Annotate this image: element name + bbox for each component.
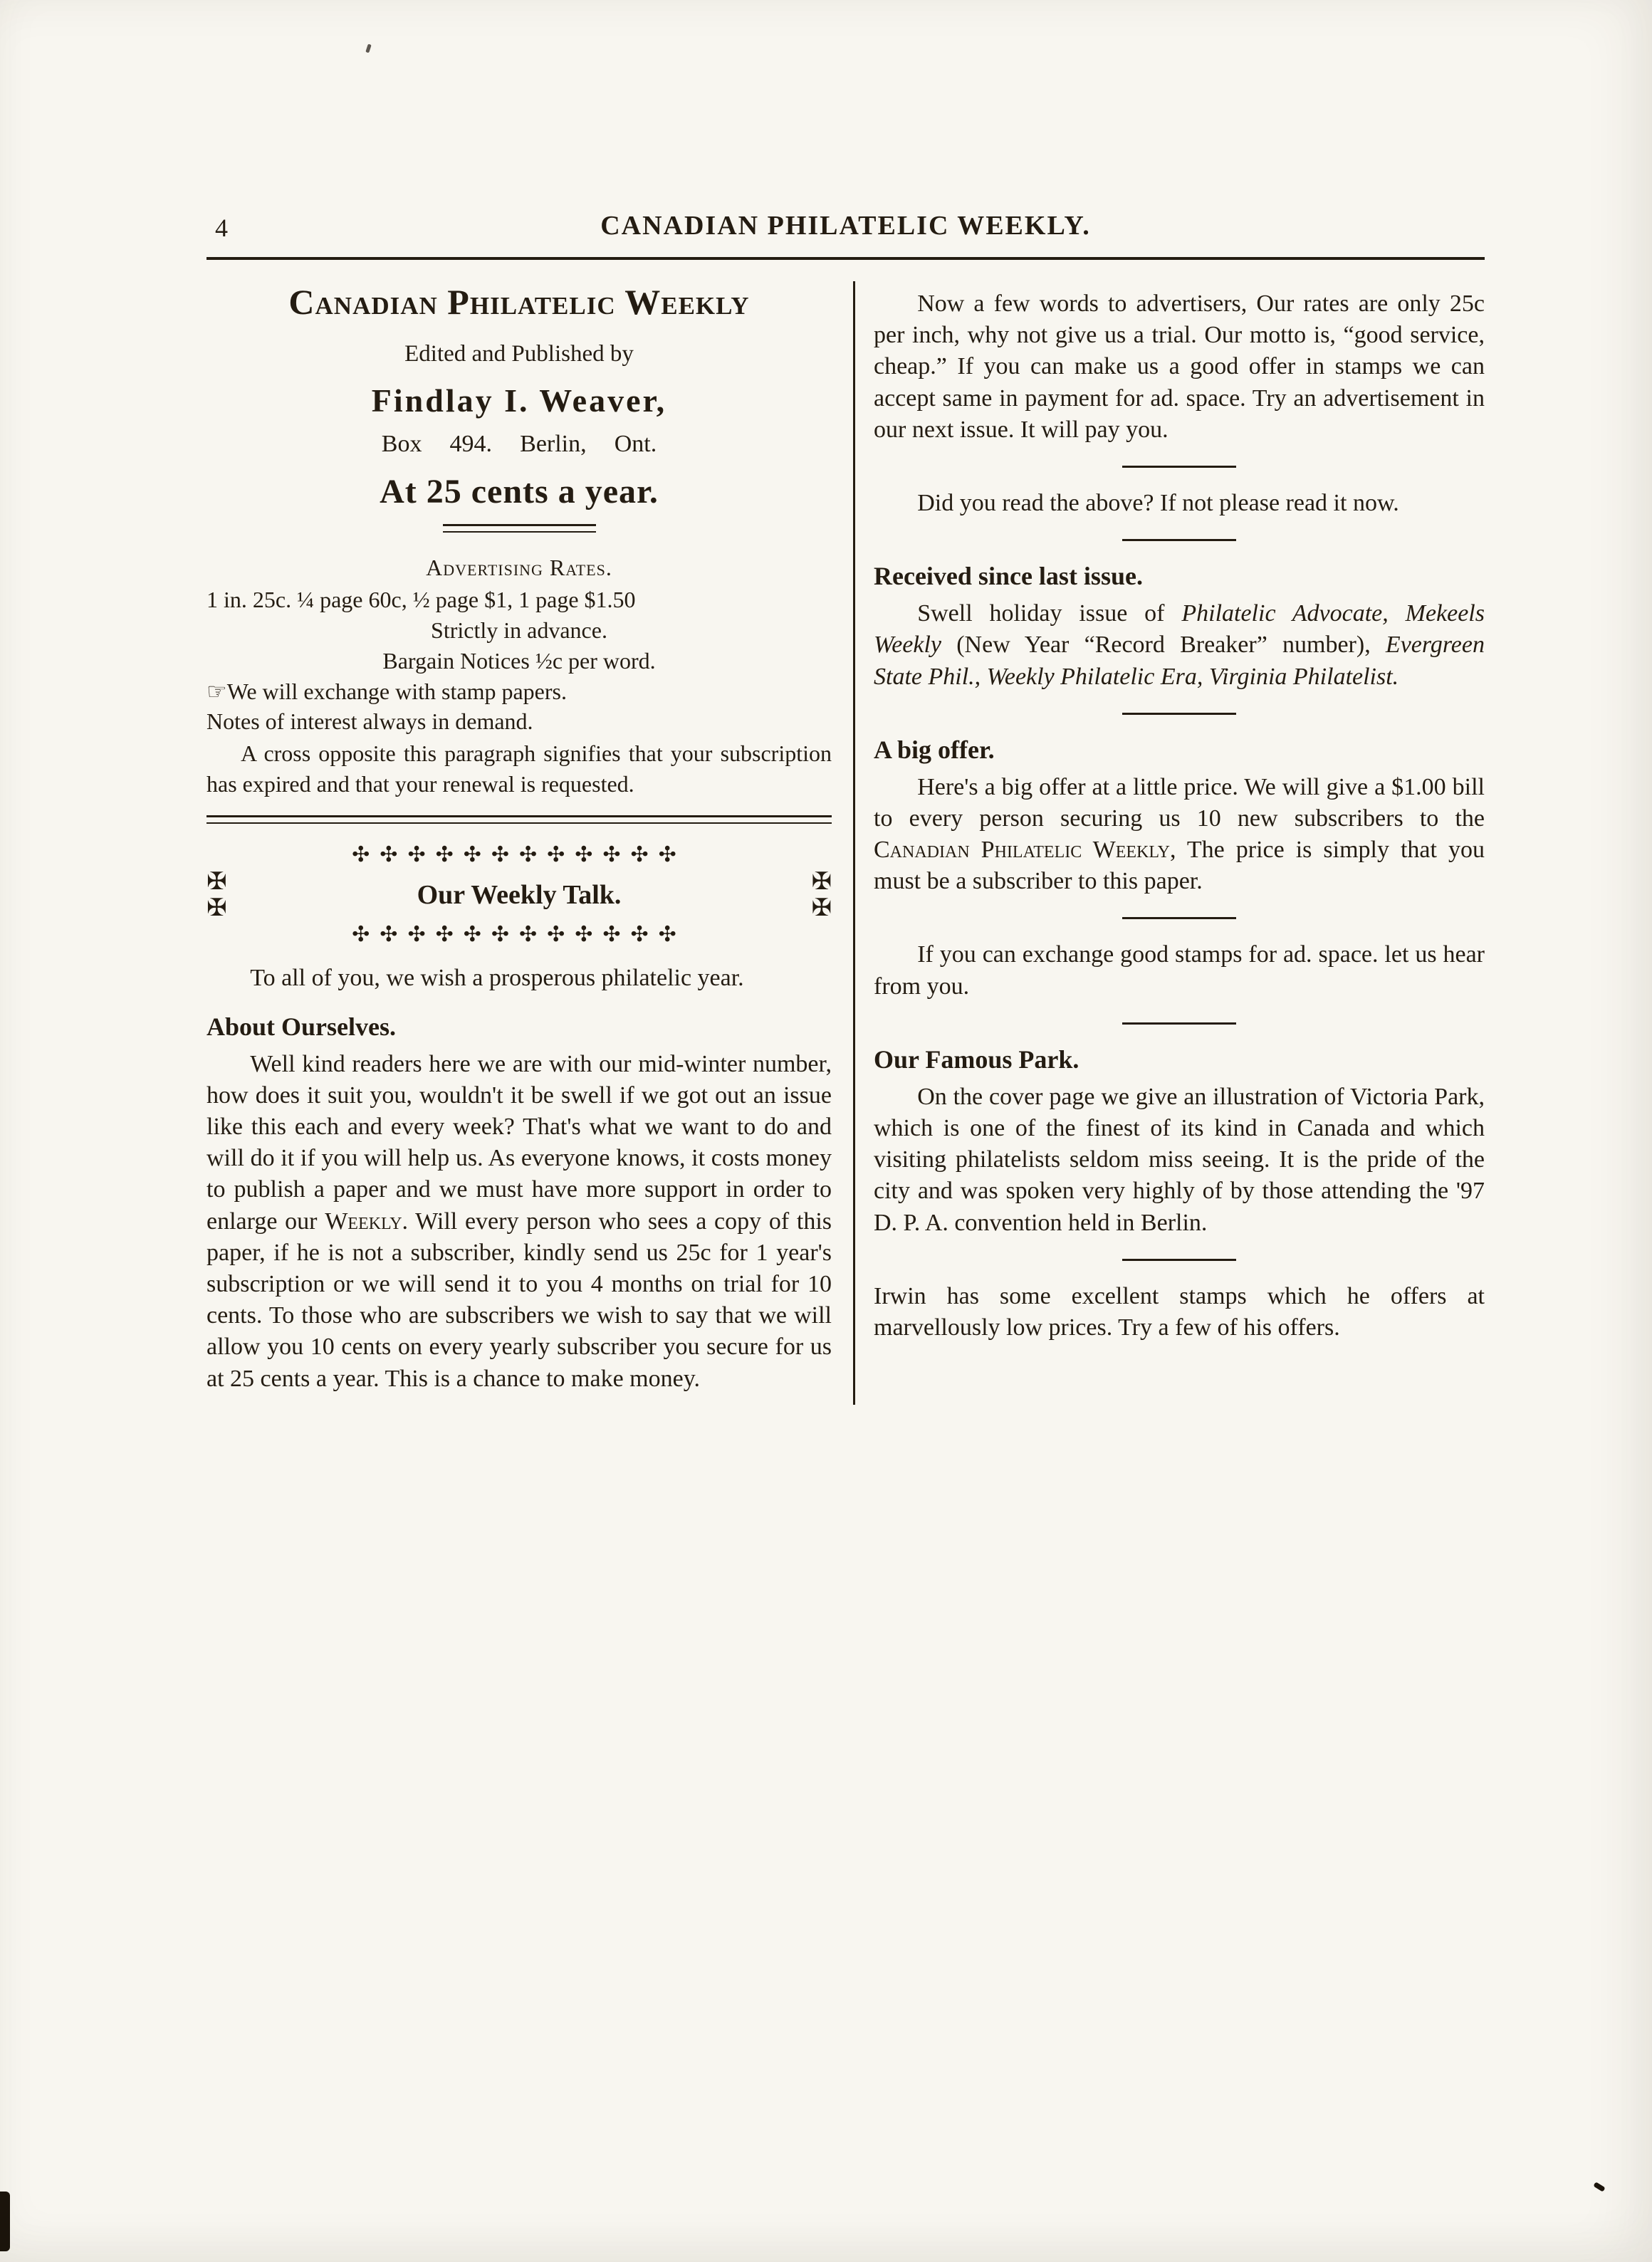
page-header: [206, 210, 1485, 251]
big-offer-text: The price is simply that you must be a subscriber to this paper.: [874, 837, 1485, 895]
irwin-paragraph: Irwin has some excellent stamps which he offers at marvellously low prices. Try a few of his offers.: [874, 1282, 1485, 1341]
section-divider-rule: [1122, 539, 1236, 541]
about-text: Well kind readers here we are with our mid-winter number, how does it suit you, wouldn't it be swell if we got out an issue like this each and every week? That's what we want to do and will do it if you will help us. As everyone knows, it costs money to publish a paper and we must have more support in order to enlarge our: [206, 1050, 832, 1235]
section-divider-rule: [1122, 713, 1236, 715]
column-divider-rule: [853, 281, 855, 1405]
weekly-talk-title-row: [206, 869, 832, 921]
left-column: [206, 281, 832, 1405]
weekly-talk-ornament-box: [206, 842, 832, 947]
fleuron-ornament-right-icon: ✠ ✠: [811, 867, 832, 922]
notes-of-interest-line: Notes of interest always in demand.: [206, 708, 533, 735]
exchange-stamps-paragraph: If you can exchange good stamps for ad. space. let us hear from you.: [874, 941, 1485, 1000]
header-rule: [206, 257, 1485, 260]
masthead: [206, 281, 832, 533]
big-offer-paragraph: [874, 772, 1485, 898]
advertising-rates-block: [206, 553, 832, 824]
read-above-paragraph: Did you read the above? If not please read it now.: [917, 489, 1399, 516]
publisher-name: Findlay I. Weaver,: [371, 382, 667, 419]
masthead-title: Canadian Philatelic Weekly: [288, 282, 750, 322]
weekly-talk-title: Our Weekly Talk.: [417, 879, 622, 910]
about-ourselves-heading: About Ourselves.: [206, 1012, 397, 1041]
advertising-rates-heading: Advertising Rates.: [426, 555, 612, 580]
journal-title: Mekeels Weekly: [874, 600, 1485, 659]
advertising-rates-line: 1 in. 25c. ¼ page 60c, ½ page $1, 1 page $1.50: [206, 586, 636, 612]
subscription-price: At 25 cents a year.: [380, 473, 659, 510]
scan-artifact: [365, 44, 371, 53]
page-number: 4: [215, 214, 228, 242]
famous-park-paragraph: On the cover page we give an illustration of Victoria Park, which is one of the finest of its kind in Canada and which visiting philatelists seldom miss seeing. It is the pride of the city and was spoken very highly of by those attending the '97 D. P. A. convention held in Berlin.: [874, 1083, 1485, 1236]
advertising-rates-line: Strictly in advance.: [431, 617, 607, 643]
famous-park-heading: Our Famous Park.: [874, 1044, 1079, 1074]
ornament-border-bottom: ✣✣✣✣✣✣✣✣✣✣✣✣: [352, 922, 686, 948]
about-ourselves-paragraph: [206, 1049, 832, 1395]
exchange-notice-line: ☞We will exchange with stamp papers.: [206, 678, 567, 704]
running-title: CANADIAN PHILATELIC WEEKLY.: [600, 211, 1091, 241]
section-divider-rule: [1122, 917, 1236, 919]
paper-name-smallcaps: Canadian Philatelic Weekly,: [874, 837, 1176, 864]
received-since-heading: Received since last issue.: [874, 562, 1143, 591]
masthead-edited-line: Edited and Published by: [404, 341, 634, 367]
scan-artifact: [1593, 2182, 1605, 2192]
received-text: [1389, 600, 1406, 627]
weekly-smallcaps: Weekly.: [325, 1208, 409, 1235]
renewal-notice-paragraph: A cross opposite this paragraph signifies that your subscription has expired and that your renewal is requested.: [206, 740, 832, 797]
fleuron-ornament-left-icon: ✠ ✠: [206, 867, 227, 922]
two-column-layout: [206, 281, 1485, 1405]
received-text: (New Year “Record Breaker” number),: [941, 632, 1386, 659]
journal-title: Weekly Philatelic Era,: [986, 663, 1203, 690]
right-column: [874, 281, 1485, 1405]
section-divider-rule: [1122, 1259, 1236, 1261]
advertising-rates-line: Bargain Notices ½c per word.: [382, 647, 656, 674]
section-divider-rule: [1122, 466, 1236, 468]
received-since-paragraph: [874, 598, 1485, 693]
scan-artifact: [0, 2192, 10, 2251]
received-text: Swell holiday issue of: [917, 600, 1182, 627]
journal-title: Virginia Philatelist.: [1208, 663, 1399, 690]
journal-title: Philatelic Advocate,: [1181, 600, 1389, 627]
advertisers-paragraph: Now a few words to advertisers, Our rates are only 25c per inch, why not give us a trial. Our motto is, “good service, cheap.” If you can make us a good offer in stamps we can accept same in payment for ad. space. Try an advertisement in our next issue. It will pay you.: [874, 290, 1485, 443]
journal-title: Evergreen State Phil.,: [874, 632, 1485, 690]
section-divider-rule: [1122, 1022, 1236, 1025]
big-offer-text: Here's a big offer at a little price. We will give a $1.00 bill to every person securing us 10 new subscribers to the: [874, 773, 1485, 832]
about-text: Will every person who sees a copy of this paper, if he is not a subscriber, kindly send us 25c for 1 year's subscription or we will send it to you 4 months on trial for 10 cents. To those who are subscribers we wish to say that we will allow you 10 cents on every yearly subscriber you secure for us at 25 cents a year. This is a chance to make money.: [206, 1208, 832, 1392]
ornament-border-top: ✣✣✣✣✣✣✣✣✣✣✣✣: [352, 842, 686, 867]
rates-double-rule: [206, 815, 832, 824]
new-year-greeting-paragraph: To all of you, we wish a prosperous philatelic year.: [250, 965, 744, 992]
big-offer-heading: A big offer.: [874, 735, 995, 764]
received-text: [1203, 664, 1209, 690]
publisher-address: Box 494. Berlin, Ont.: [381, 431, 657, 457]
received-text: [981, 664, 987, 690]
masthead-double-rule: [443, 524, 596, 533]
